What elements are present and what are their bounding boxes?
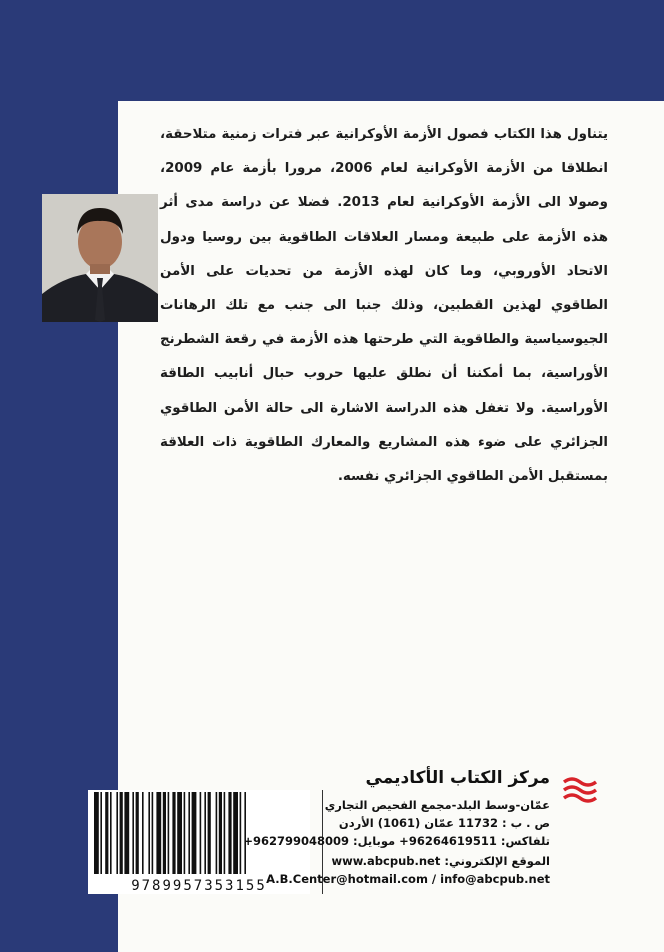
book-description: يتناول هذا الكتاب فصول الأزمة الأوكرانية عبر فترات زمنية متلاحقة، انطلاقا من الأزمة الأوكرانية لعام 2006، مرورا بأزمة عام 2009، وصولا الى الأزمة الأوكرانية لعام 2013. فضلا عن دراسة مدى أثر هذه الأزمة على طبيعة ومسار العلاقات الطاقوية بين روسيا ودول الاتحاد الأوروبي، وما كان لهذه الأزمة من تحديات على الأمن الطاقوي لهذين القطبين، وذلك جنبا الى جنب مع تلك الرهانات الجيوسياسية والطاقوية التي طرحتها هذه الأزمة في رقعة الشطرنج الأوراسية، بما أمكننا أن نطلق عليها حروب حبال أنابيب الطاقة الأوراسية. ولا تغفل هذه الدراسة الاشارة الى حالة الأمن الطاقوي الجزائري على ضوء هذه المشاريع والمعارك الطاقوية ذات العلاقة بمستقبل الأمن الطاقوي الجزائري نفسه. (160, 127, 608, 485)
barcode-bar (152, 792, 154, 874)
barcode-bar (184, 792, 186, 874)
barcode-bar (192, 792, 197, 874)
barcode-bar (136, 792, 139, 874)
barcode-bar (168, 792, 170, 874)
barcode-bar (177, 792, 182, 874)
barcode-bar (228, 792, 231, 874)
barcode-bar (224, 792, 226, 874)
barcode-bar (163, 792, 166, 874)
barcode-bar (216, 792, 218, 874)
barcode-bar (156, 792, 161, 874)
barcode-bar (219, 792, 222, 874)
barcode-bar (124, 792, 129, 874)
barcode-bar (188, 792, 190, 874)
publisher-block (243, 768, 602, 898)
publisher-phones: تلفاكس: 96264619511+ موبايل: 962799048009+ (243, 834, 550, 848)
barcode-bars (88, 790, 310, 876)
barcode-bar (233, 792, 238, 874)
publisher-name: مركز الكتاب الأكاديمي (365, 768, 550, 788)
barcode-bar (244, 792, 246, 874)
barcode-bar (240, 792, 242, 874)
publisher-emails: A.B.Center@hotmail.com / info@abcpub.net (266, 872, 550, 886)
barcode-bar (208, 792, 211, 874)
barcode-bar (120, 792, 123, 874)
publisher-address: عمّان-وسط البلد-مجمع الفحيص التجاري (324, 798, 550, 812)
barcode-bar (100, 792, 102, 874)
barcode-bar (172, 792, 175, 874)
barcode-bar (204, 792, 206, 874)
barcode-bar (94, 792, 99, 874)
publisher-pobox: ص . ب : 11732 عمّان (1061) الأردن (338, 816, 550, 830)
barcode-bar (200, 792, 202, 874)
publisher-website: الموقع الإلكتروني: www.abcpub.net (331, 854, 550, 868)
author-photo (42, 194, 158, 322)
barcode-bar (142, 792, 144, 874)
isbn-digits: 9789957353155 (131, 878, 267, 894)
barcode-bar (132, 792, 134, 874)
red-wave-logo-icon (562, 774, 602, 804)
barcode-bar (105, 792, 108, 874)
barcode-bar (116, 792, 118, 874)
barcode-bar (148, 792, 150, 874)
barcode-bar (110, 792, 112, 874)
